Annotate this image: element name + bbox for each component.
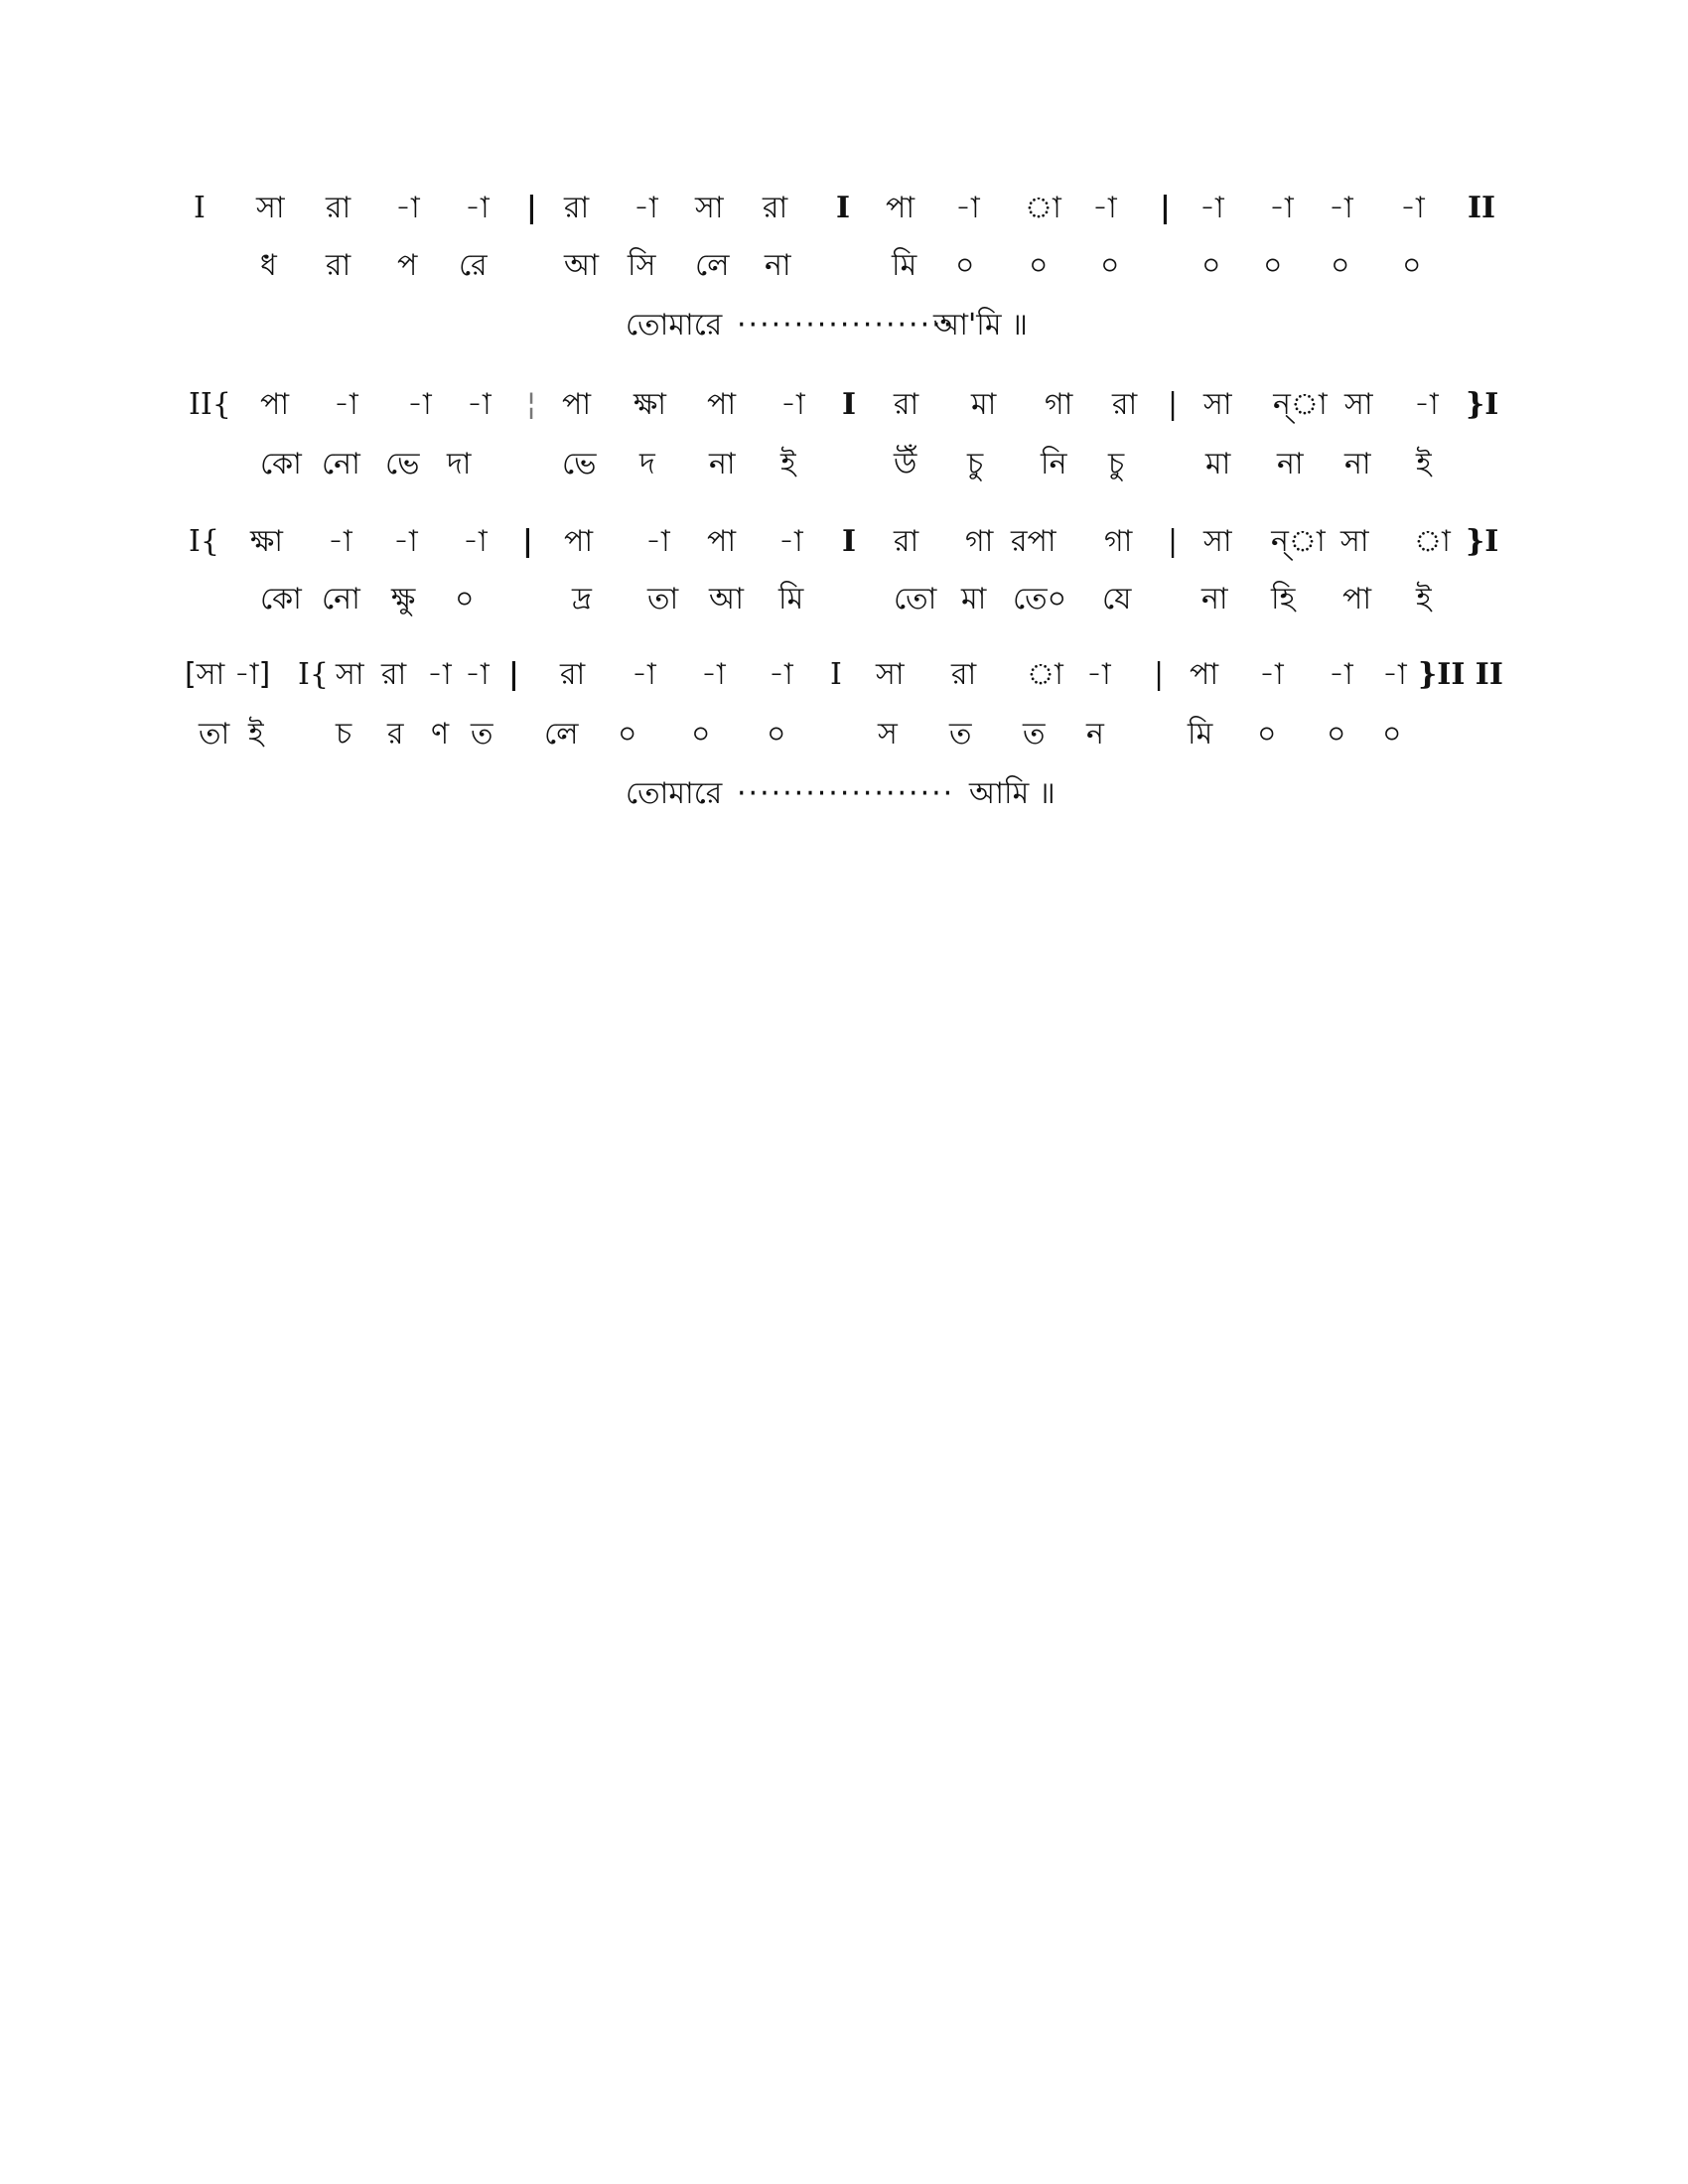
lyric-syllable: ত (1023, 717, 1046, 751)
lyric-syllable: ০ (455, 582, 475, 616)
ornament-prefix: [সা -া] (185, 657, 271, 692)
lyric-syllable: না (1344, 447, 1371, 481)
lyric-syllable: নি (1041, 447, 1067, 481)
note: -া (632, 657, 656, 692)
bar-line: I (842, 387, 857, 422)
note: -া (1086, 657, 1111, 692)
lyric-syllable: হি (1271, 582, 1296, 616)
lyric-syllable: তে০ (1013, 582, 1067, 616)
note: সা (1340, 524, 1369, 559)
note: রা (894, 524, 919, 559)
refrain-line-2 (0, 764, 1688, 824)
note: -া (1259, 657, 1284, 692)
note: -া (633, 191, 658, 225)
lyric-syllable: মা (1205, 447, 1231, 481)
lyric-syllable: ত (471, 717, 493, 751)
lyric-syllable: চু (1108, 447, 1125, 481)
lyric-syllable: ই (780, 447, 796, 481)
note: -া (328, 524, 352, 559)
bar-line: | (1168, 524, 1179, 559)
bar-line: }II II (1418, 657, 1503, 692)
note: -া (955, 191, 980, 225)
note: -া (1199, 191, 1224, 225)
note: রা (894, 387, 919, 422)
note: -া (427, 657, 452, 692)
lyric-syllable: কো (260, 447, 302, 481)
lyric-syllable: লে (695, 248, 730, 283)
note: রা (326, 191, 352, 225)
note: ক্ষা (633, 387, 667, 422)
note: -া (645, 524, 670, 559)
bar-line: II (1468, 191, 1496, 225)
notation-line-4 (0, 645, 1688, 705)
bar-line: ¦ (526, 387, 537, 422)
notation-line-1 (0, 179, 1688, 238)
lyric-syllable: আ (564, 248, 599, 283)
lyric-syllable: নো (322, 582, 360, 616)
note: ক্ষা (250, 524, 284, 559)
lyric-syllable: তা (647, 582, 679, 616)
lyric-syllable: ণ (431, 717, 450, 751)
lyric-syllable: ০ (1029, 248, 1049, 283)
note: -া (467, 387, 492, 422)
note: রপা (1011, 524, 1056, 559)
lyric-syllable: স (878, 717, 898, 751)
note: -া (1329, 191, 1353, 225)
bar-line: }I (1466, 524, 1499, 559)
note: ন্‌া (1273, 387, 1328, 422)
lyric-syllable: লে (544, 717, 579, 751)
lyric-syllable: মি (892, 248, 917, 283)
lyric-syllable: পা (1342, 582, 1372, 616)
lyric-syllable: ০ (1331, 248, 1350, 283)
lyric-line-2 (0, 435, 1688, 494)
lyric-syllable: ভে (562, 447, 597, 481)
lyric-syllable: কো (260, 582, 302, 616)
lyric-syllable: দা (447, 447, 472, 481)
lyric-syllable: ০ (618, 717, 637, 751)
note: সা (876, 657, 905, 692)
note: া (1414, 524, 1451, 559)
lyric-syllable: র (387, 717, 404, 751)
bar-line: II{ (189, 387, 231, 422)
bar-line: I (842, 524, 857, 559)
lyric-syllable: ০ (1402, 248, 1422, 283)
lyric-syllable: মা (961, 582, 987, 616)
refrain-end: আমি ॥ (969, 776, 1055, 811)
lyric-syllable: তা (199, 717, 230, 751)
note: রা (763, 191, 788, 225)
note: -া (769, 657, 793, 692)
lyric-syllable: ০ (767, 717, 786, 751)
lyric-syllable: ক্ষু (391, 582, 416, 616)
note: গা (1045, 387, 1073, 422)
lyric-line-4 (0, 705, 1688, 764)
lyric-syllable: ভে (385, 447, 420, 481)
lyric-syllable: দ্র (572, 582, 592, 616)
note: গা (965, 524, 994, 559)
lyric-syllable: দ (639, 447, 655, 481)
lyric-syllable: প (397, 248, 418, 283)
note: রা (1112, 387, 1138, 422)
bar-line: I{ (298, 657, 329, 692)
note: পা (562, 387, 592, 422)
note: -া (465, 657, 490, 692)
lyric-syllable: মি (1188, 717, 1213, 751)
notation-line-3 (0, 512, 1688, 572)
note: -া (1092, 191, 1117, 225)
lyric-syllable: চু (967, 447, 984, 481)
note: -া (701, 657, 726, 692)
note: -া (780, 387, 805, 422)
lyric-line-3 (0, 570, 1688, 629)
lyric-syllable: না (765, 248, 791, 283)
note: রা (381, 657, 407, 692)
notation-line-2 (0, 375, 1688, 435)
note: পা (564, 524, 594, 559)
lyric-syllable: ত (949, 717, 972, 751)
note: -া (463, 524, 488, 559)
note: -া (1382, 657, 1407, 692)
lyric-syllable: রা (326, 248, 352, 283)
note: পা (260, 387, 290, 422)
lyric-syllable: ০ (955, 248, 975, 283)
lyric-syllable: ই (248, 717, 264, 751)
bar-line: | (1154, 657, 1165, 692)
lyric-syllable: মি (778, 582, 804, 616)
note: মা (971, 387, 997, 422)
note: -া (1414, 387, 1439, 422)
note: রা (560, 657, 586, 692)
lyric-syllable: ০ (1100, 248, 1120, 283)
lyric-syllable: ০ (1257, 717, 1277, 751)
bar-line: I (836, 191, 851, 225)
note: সা (336, 657, 364, 692)
refrain-start: তোমারে (626, 308, 723, 342)
bar-line: | (1168, 387, 1179, 422)
lyric-syllable: ০ (1327, 717, 1346, 751)
lyric-syllable: তো (894, 582, 937, 616)
note: রা (564, 191, 590, 225)
note: া (1025, 191, 1061, 225)
note: পা (1190, 657, 1219, 692)
note: -া (1329, 657, 1353, 692)
refrain-dots: ··················· (737, 308, 955, 342)
lyric-syllable: ০ (1201, 248, 1221, 283)
refrain-end: আ'মি ॥ (933, 308, 1028, 342)
bar-line: | (1160, 191, 1171, 225)
refrain-start: তোমারে (626, 776, 723, 811)
lyric-syllable: ন (1086, 717, 1104, 751)
lyric-syllable: রে (459, 248, 488, 283)
lyric-syllable: ০ (1263, 248, 1283, 283)
lyric-syllable: ০ (691, 717, 711, 751)
lyric-syllable: সি (628, 248, 656, 283)
lyric-syllable: ই (1416, 582, 1432, 616)
bar-line: }I (1466, 387, 1499, 422)
lyric-syllable: নো (322, 447, 360, 481)
note: া (1027, 657, 1063, 692)
lyric-syllable: চ (336, 717, 352, 751)
note: সা (1344, 387, 1373, 422)
bar-line: | (526, 191, 537, 225)
refrain-line-1 (0, 296, 1688, 355)
note: সা (1203, 524, 1232, 559)
note: সা (1203, 387, 1232, 422)
note: -া (407, 387, 432, 422)
note: পা (707, 524, 737, 559)
note: সা (256, 191, 285, 225)
lyric-line-1 (0, 236, 1688, 296)
note: -া (393, 524, 418, 559)
lyric-syllable: ০ (1382, 717, 1402, 751)
note: পা (886, 191, 915, 225)
lyric-syllable: না (709, 447, 736, 481)
lyric-syllable: না (1277, 447, 1304, 481)
bar-line: I (830, 657, 842, 692)
bar-line: | (508, 657, 519, 692)
bar-line: I (194, 191, 206, 225)
note: -া (778, 524, 803, 559)
note: -া (1269, 191, 1294, 225)
note: গা (1104, 524, 1133, 559)
refrain-dots: ··················· (737, 776, 955, 811)
lyric-syllable: যে (1102, 582, 1132, 616)
note: ন্‌া (1271, 524, 1326, 559)
note: -া (395, 191, 420, 225)
lyric-syllable: উঁ (894, 447, 917, 481)
note: রা (951, 657, 977, 692)
lyric-syllable: ই (1416, 447, 1432, 481)
note: -া (465, 191, 490, 225)
note: -া (1400, 191, 1425, 225)
note: পা (707, 387, 737, 422)
bar-line: I{ (189, 524, 219, 559)
lyric-syllable: না (1201, 582, 1228, 616)
bar-line: | (522, 524, 533, 559)
lyric-syllable: আ (709, 582, 744, 616)
note: -া (334, 387, 358, 422)
note: সা (695, 191, 724, 225)
lyric-syllable: ধ (260, 248, 277, 283)
